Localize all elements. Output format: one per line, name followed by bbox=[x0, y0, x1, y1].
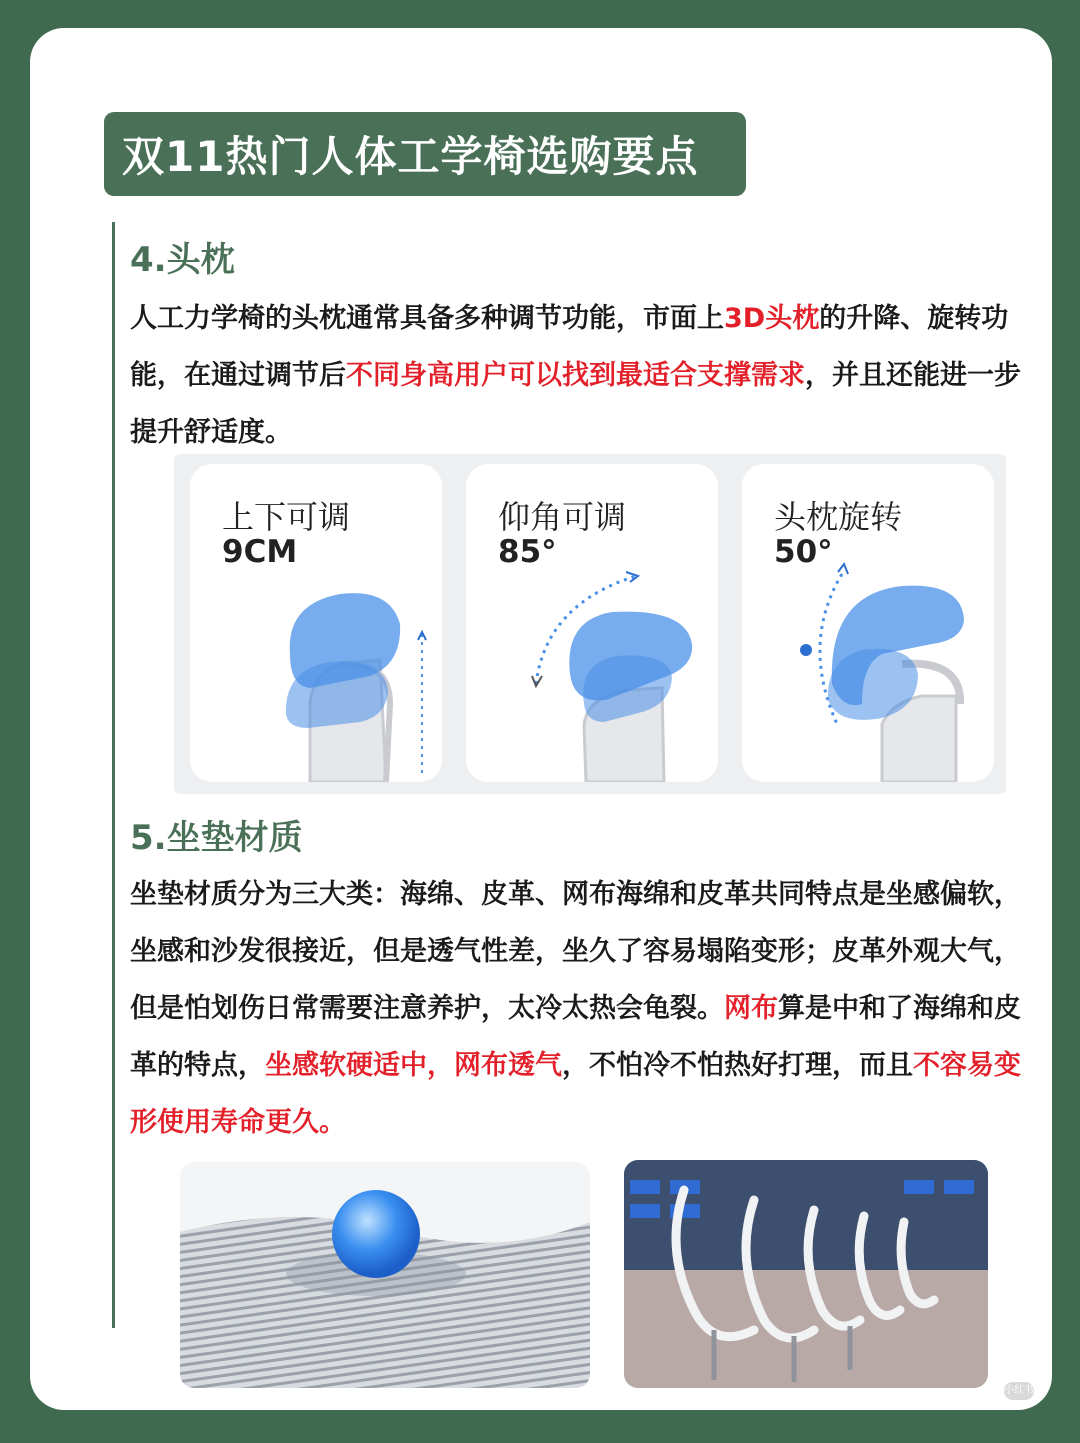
panel-title: 头枕旋转 bbox=[774, 498, 903, 536]
mesh-chairs-photo bbox=[624, 1160, 988, 1388]
headrest-feature-strip bbox=[174, 454, 1006, 794]
section-5-heading: 5.坐垫材质 bbox=[130, 818, 303, 858]
panel-title: 上下可调 bbox=[222, 498, 351, 536]
para-segment: 人工力学椅的头枕通常具备多种调节功能，市面上 bbox=[130, 303, 724, 334]
para-segment: 的升降、旋转功能，在通过调节后 bbox=[130, 303, 1009, 391]
chairs-row-illustration bbox=[624, 1160, 988, 1388]
para-segment: 算是中和了海绵和皮革的特点， bbox=[130, 993, 1021, 1081]
page-title: 双11热门人体工学椅选购要点 bbox=[122, 132, 699, 181]
section-4-heading: 4.头枕 bbox=[130, 240, 235, 280]
section-5-paragraph bbox=[130, 866, 1040, 1151]
para-highlight: 3D头枕 bbox=[724, 303, 820, 334]
headrest-height-panel bbox=[190, 464, 442, 782]
panel-value: 50° bbox=[774, 534, 833, 570]
headrest-tilt-panel bbox=[466, 464, 718, 782]
para-highlight: 网布 bbox=[724, 993, 778, 1024]
title-banner bbox=[104, 112, 746, 196]
headrest-rotation-panel bbox=[742, 464, 994, 782]
para-highlight: 不同身高用户可以找到最适合支撑需求 bbox=[346, 360, 805, 391]
mesh-ball-illustration bbox=[180, 1162, 590, 1388]
section-4-paragraph bbox=[130, 290, 1040, 461]
para-segment: 坐垫材质分为三大类：海绵、皮革、网布海绵和皮革共同特点是坐感偏软，坐感和沙发很接近，但是透气性差，坐久了容易塌陷变形；皮革外观大气，但是怕划伤日常需要注意养护，太冷太热会龟裂。 bbox=[130, 879, 1021, 1024]
para-highlight: 不容易变形使用寿命更久。 bbox=[130, 1050, 1021, 1138]
content-card bbox=[30, 28, 1052, 1410]
mesh-cushion-image bbox=[180, 1162, 590, 1388]
panel-title: 仰角可调 bbox=[498, 498, 627, 536]
para-segment: ，并且还能进一步提升舒适度。 bbox=[130, 360, 1021, 448]
para-highlight: 坐感软硬适中，网布透气 bbox=[265, 1050, 562, 1081]
watermark-badge: 小红书 bbox=[1004, 1382, 1034, 1400]
section-divider-line bbox=[112, 222, 115, 1328]
panel-value: 9CM bbox=[222, 534, 298, 570]
panel-value: 85° bbox=[498, 534, 557, 570]
para-segment: ，不怕冷不怕热好打理，而且 bbox=[562, 1050, 913, 1081]
